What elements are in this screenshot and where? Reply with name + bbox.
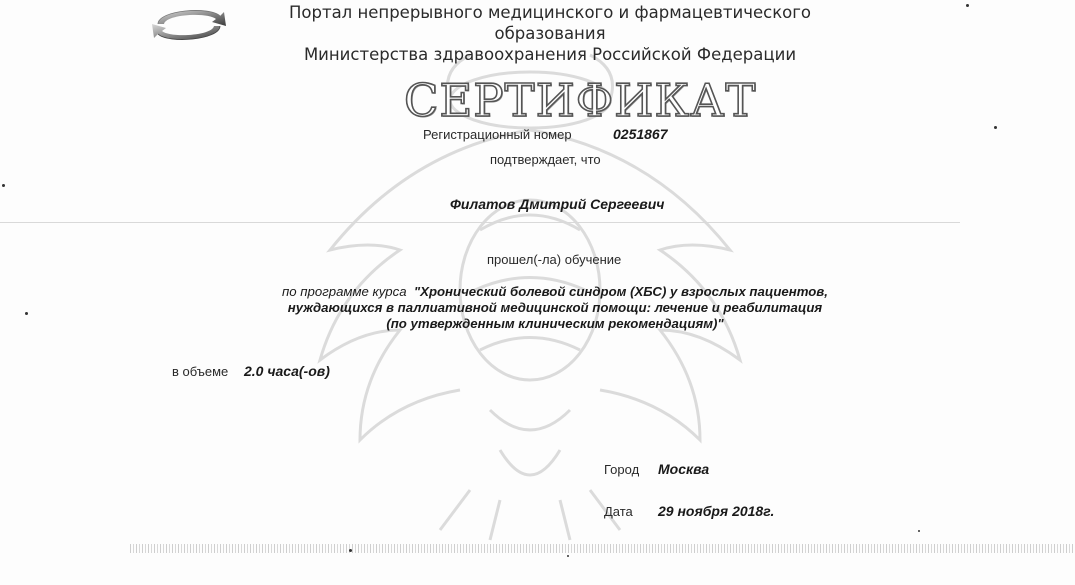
- scan-speck: [567, 555, 569, 557]
- scan-speck: [966, 4, 969, 7]
- registration-number-value: 0251867: [613, 126, 668, 142]
- scan-speck: [918, 530, 920, 532]
- issuer-header-line-2: Министерства здравоохранения Российской Федерации: [303, 45, 797, 64]
- decorative-border-strip: [130, 544, 1075, 553]
- program-line-1: [220, 284, 890, 300]
- confirms-text: подтверждает, что: [490, 152, 601, 167]
- circular-arrows-logo-icon: [150, 2, 228, 46]
- registration-number-label: Регистрационный номер: [423, 127, 572, 142]
- city-value: Москва: [658, 461, 710, 477]
- date-value: 29 ноября 2018г.: [658, 503, 775, 519]
- scan-speck: [349, 549, 352, 552]
- scan-speck: [994, 126, 997, 129]
- completed-training-text: прошел(-ла) обучение: [487, 252, 622, 267]
- scan-speck: [25, 312, 28, 315]
- program-block: [220, 284, 890, 332]
- recipient-name: Филатов Дмитрий Сергеевич: [450, 196, 665, 212]
- certificate-title: СЕРТИФИКАТ: [404, 74, 757, 127]
- volume-value: 2.0 часа(-ов): [244, 363, 330, 379]
- city-label: Город: [604, 462, 640, 477]
- program-title-line-1: "Хронический болевой синдром (ХБС) у взрослых пациентов,: [413, 284, 828, 299]
- program-title-line-3: (по утвержденным клиническим рекомендациям)": [386, 316, 724, 331]
- scan-speck: [2, 184, 5, 187]
- program-label: по программе курса: [282, 284, 407, 299]
- volume-label: в объеме: [172, 364, 229, 379]
- date-label: Дата: [604, 504, 633, 519]
- divider-line: [0, 222, 960, 223]
- issuer-header: [240, 2, 860, 65]
- issuer-header-line-1: Портал непрерывного медицинского и фармацевтического образования: [288, 3, 812, 43]
- program-title-line-2: нуждающихся в паллиативной медицинской помощи: лечение и реабилитация: [287, 300, 823, 315]
